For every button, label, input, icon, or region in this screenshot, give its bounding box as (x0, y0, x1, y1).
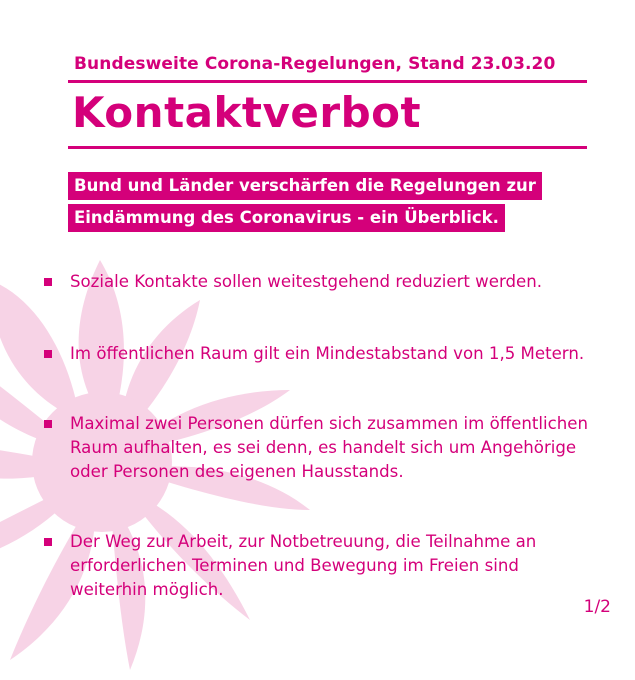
list-item-text: Im öffentlichen Raum gilt ein Mindestabstand von 1,5 Metern. (70, 344, 585, 363)
highlight-line-2: Eindämmung des Coronavirus - ein Überblick. (68, 204, 505, 232)
bullet-square-icon (44, 350, 52, 358)
bullet-square-icon (44, 278, 52, 286)
bullet-square-icon (44, 538, 52, 546)
list-item-text: Soziale Kontakte sollen weitestgehend reduziert werden. (70, 272, 543, 291)
page-title: Kontaktverbot (72, 88, 422, 137)
list-item-text: Maximal zwei Personen dürfen sich zusammen im öffentlichen Raum aufhalten, es sei denn, es handelt sich um Angehörige oder Personen des eigenen Hausstands. (70, 414, 588, 481)
divider-top (68, 80, 587, 83)
highlight-line-1: Bund und Länder verschärfen die Regelungen zur (68, 172, 542, 200)
page-number: 1/2 (583, 597, 611, 617)
list-item-text: Der Weg zur Arbeit, zur Notbetreuung, die Teilnahme an erforderlichen Terminen und Bewegung im Freien sind weiterhin möglich. (70, 532, 537, 599)
divider-bottom (68, 146, 587, 149)
page-subtitle: Bundesweite Corona-Regelungen, Stand 23.03.20 (74, 54, 556, 74)
bullet-square-icon (44, 420, 52, 428)
